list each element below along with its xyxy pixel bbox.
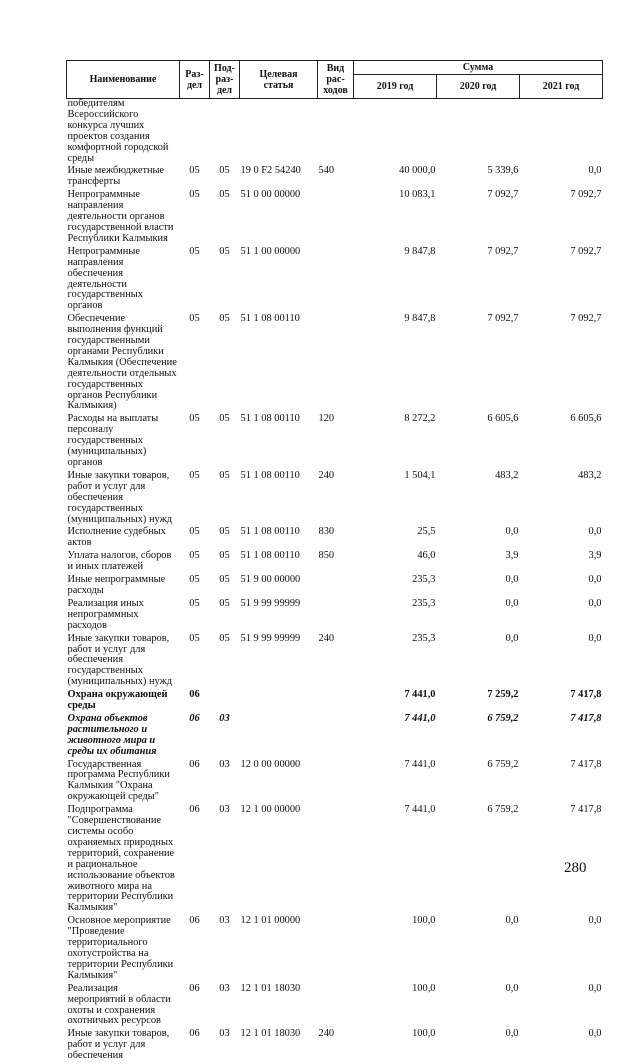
row-target: 12 1 00 00000	[240, 805, 318, 916]
row-podrazdel: 05	[210, 599, 240, 634]
row-2020: 483,2	[437, 471, 520, 528]
row-razdel: 05	[180, 599, 210, 634]
header-sum: Сумма	[354, 61, 603, 75]
row-2020: 6 759,2	[437, 805, 520, 916]
row-razdel: 05	[180, 471, 210, 528]
row-vid	[318, 247, 354, 314]
row-2019: 7 441,0	[354, 805, 437, 916]
row-name: Обеспечение выполнения функций государственными органами Республики Калмыкия (Обеспечение деятельности отдельных государственных органов Республики Калмыкия)	[67, 314, 180, 414]
table-row	[67, 575, 603, 599]
table-row	[67, 471, 603, 528]
row-razdel: 05	[180, 634, 210, 691]
row-name: Иные закупки товаров, работ и услуг для обеспечения государственных (муниципальных) нужд	[67, 634, 180, 691]
row-2021: 7 092,7	[520, 314, 603, 414]
row-vid: 830	[318, 527, 354, 551]
row-name: Иные непрограммные расходы	[67, 575, 180, 599]
row-target: 51 1 08 00110	[240, 527, 318, 551]
row-razdel: 05	[180, 166, 210, 190]
row-2020: 0,0	[437, 1029, 520, 1064]
table-row	[67, 414, 603, 471]
row-2021: 3,9	[520, 551, 603, 575]
row-2021: 7 092,7	[520, 190, 603, 247]
row-podrazdel: 05	[210, 551, 240, 575]
row-2020: 0,0	[437, 575, 520, 599]
table-header	[67, 61, 603, 99]
row-target: 51 1 08 00110	[240, 471, 318, 528]
row-podrazdel	[210, 99, 240, 167]
row-podrazdel: 03	[210, 760, 240, 806]
row-target: 12 1 01 18030	[240, 1029, 318, 1064]
row-2019: 9 847,8	[354, 314, 437, 414]
row-2019: 8 272,2	[354, 414, 437, 471]
row-target	[240, 690, 318, 714]
row-2020: 5 339,6	[437, 166, 520, 190]
row-name: Охрана окружающей среды	[67, 690, 180, 714]
row-name: Расходы на выплаты персоналу государственных (муниципальных) органов	[67, 414, 180, 471]
row-name: Основное мероприятие "Проведение территориального охотустройства на территории Республики Калмыкия"	[67, 916, 180, 983]
header-target: Целевая статья	[240, 61, 318, 99]
row-target	[240, 714, 318, 760]
table-row	[67, 599, 603, 634]
table-row	[67, 99, 603, 167]
row-2019: 100,0	[354, 984, 437, 1030]
row-podrazdel: 05	[210, 471, 240, 528]
row-podrazdel: 05	[210, 247, 240, 314]
row-name: Непрограммные направления деятельности органов государственной власти Республики Калмыкия	[67, 190, 180, 247]
row-podrazdel: 05	[210, 634, 240, 691]
row-vid	[318, 690, 354, 714]
row-2019	[354, 99, 437, 167]
row-podrazdel	[210, 690, 240, 714]
row-2019: 9 847,8	[354, 247, 437, 314]
row-name: Уплата налогов, сборов и иных платежей	[67, 551, 180, 575]
row-name: Непрограммные направления обеспечения деятельности государственных органов	[67, 247, 180, 314]
row-2019: 7 441,0	[354, 690, 437, 714]
table-row	[67, 527, 603, 551]
row-2019: 1 504,1	[354, 471, 437, 528]
row-2020: 0,0	[437, 527, 520, 551]
row-2019: 235,3	[354, 575, 437, 599]
row-target: 19 0 F2 54240	[240, 166, 318, 190]
row-podrazdel: 03	[210, 916, 240, 983]
row-name: Иные закупки товаров, работ и услуг для обеспечения государственных (муниципальных) нужд	[67, 471, 180, 528]
row-2020: 3,9	[437, 551, 520, 575]
row-razdel: 05	[180, 247, 210, 314]
row-razdel: 06	[180, 805, 210, 916]
table-row	[67, 916, 603, 983]
row-razdel: 05	[180, 575, 210, 599]
table-row	[67, 984, 603, 1030]
row-vid	[318, 805, 354, 916]
table-row	[67, 190, 603, 247]
row-2019: 10 083,1	[354, 190, 437, 247]
page-number: 280	[564, 860, 587, 877]
row-razdel: 05	[180, 190, 210, 247]
row-podrazdel: 03	[210, 805, 240, 916]
table-row	[67, 247, 603, 314]
row-podrazdel: 05	[210, 190, 240, 247]
row-vid	[318, 760, 354, 806]
table-row	[67, 714, 603, 760]
row-2021: 7 417,8	[520, 760, 603, 806]
row-target: 12 1 01 00000	[240, 916, 318, 983]
row-razdel: 05	[180, 527, 210, 551]
row-target: 12 0 00 00000	[240, 760, 318, 806]
row-2020: 7 092,7	[437, 314, 520, 414]
table-row	[67, 551, 603, 575]
row-vid: 120	[318, 414, 354, 471]
row-2019: 235,3	[354, 599, 437, 634]
row-2020	[437, 99, 520, 167]
row-2021: 7 417,8	[520, 714, 603, 760]
table-row	[67, 634, 603, 691]
row-target: 51 9 99 99999	[240, 634, 318, 691]
row-podrazdel: 03	[210, 1029, 240, 1064]
row-2021: 0,0	[520, 1029, 603, 1064]
row-podrazdel: 05	[210, 414, 240, 471]
row-target: 51 0 00 00000	[240, 190, 318, 247]
row-vid	[318, 714, 354, 760]
table-row	[67, 805, 603, 916]
row-2021: 0,0	[520, 575, 603, 599]
row-target: 51 1 00 00000	[240, 247, 318, 314]
table-row	[67, 166, 603, 190]
row-vid	[318, 99, 354, 167]
row-vid	[318, 984, 354, 1030]
row-vid	[318, 916, 354, 983]
row-2019: 46,0	[354, 551, 437, 575]
row-name: Охрана объектов растительного и животного мира и среды их обитания	[67, 714, 180, 760]
row-2020: 7 092,7	[437, 247, 520, 314]
row-2020: 7 259,2	[437, 690, 520, 714]
row-razdel: 06	[180, 690, 210, 714]
row-2019: 7 441,0	[354, 714, 437, 760]
table-row	[67, 690, 603, 714]
row-razdel: 06	[180, 760, 210, 806]
row-target: 51 1 08 00110	[240, 551, 318, 575]
table-row	[67, 314, 603, 414]
row-razdel: 06	[180, 916, 210, 983]
row-razdel: 05	[180, 414, 210, 471]
row-vid: 240	[318, 471, 354, 528]
row-name: Подпрограмма "Совершенствование системы особо охраняемых природных территорий, сохранение и рациональное использование объектов животного мира на территории Республики Калмыкия"	[67, 805, 180, 916]
row-2020: 0,0	[437, 916, 520, 983]
row-name: Исполнение судебных актов	[67, 527, 180, 551]
row-razdel: 06	[180, 714, 210, 760]
row-vid: 850	[318, 551, 354, 575]
budget-table	[66, 60, 603, 1064]
row-2019: 100,0	[354, 916, 437, 983]
row-2019: 7 441,0	[354, 760, 437, 806]
row-razdel: 06	[180, 1029, 210, 1064]
row-2020: 7 092,7	[437, 190, 520, 247]
row-vid: 540	[318, 166, 354, 190]
row-vid	[318, 314, 354, 414]
row-2019: 40 000,0	[354, 166, 437, 190]
row-2019: 25,5	[354, 527, 437, 551]
row-2019: 100,0	[354, 1029, 437, 1064]
row-name: Реализация мероприятий в области охоты и сохранения охотничьих ресурсов	[67, 984, 180, 1030]
row-2021: 6 605,6	[520, 414, 603, 471]
row-name: Иные межбюджетные трансферты	[67, 166, 180, 190]
row-2021: 0,0	[520, 527, 603, 551]
row-2021: 7 417,8	[520, 690, 603, 714]
row-2020: 0,0	[437, 634, 520, 691]
row-2021: 0,0	[520, 166, 603, 190]
row-podrazdel: 05	[210, 314, 240, 414]
header-vid: Вид рас- ходов	[318, 61, 354, 99]
header-2021: 2021 год	[520, 75, 603, 99]
row-target: 51 9 99 99999	[240, 599, 318, 634]
row-2020: 0,0	[437, 984, 520, 1030]
row-name: Иные закупки товаров, работ и услуг для обеспечения	[67, 1029, 180, 1064]
row-target: 51 9 00 00000	[240, 575, 318, 599]
row-2021	[520, 99, 603, 167]
row-podrazdel: 05	[210, 575, 240, 599]
header-2020: 2020 год	[437, 75, 520, 99]
row-2020: 6 759,2	[437, 714, 520, 760]
row-razdel: 06	[180, 984, 210, 1030]
table-row	[67, 1029, 603, 1064]
header-razdel: Раз- дел	[180, 61, 210, 99]
row-target: 12 1 01 18030	[240, 984, 318, 1030]
row-podrazdel: 03	[210, 984, 240, 1030]
row-2020: 6 759,2	[437, 760, 520, 806]
row-2021: 7 417,8	[520, 805, 603, 916]
header-2019: 2019 год	[354, 75, 437, 99]
row-podrazdel: 05	[210, 527, 240, 551]
table-row	[67, 760, 603, 806]
row-name: Реализация иных непрограммных расходов	[67, 599, 180, 634]
row-podrazdel: 03	[210, 714, 240, 760]
row-2021: 483,2	[520, 471, 603, 528]
row-vid: 240	[318, 634, 354, 691]
row-target: 51 1 08 00110	[240, 414, 318, 471]
row-2019: 235,3	[354, 634, 437, 691]
row-2021: 0,0	[520, 599, 603, 634]
row-target: 51 1 08 00110	[240, 314, 318, 414]
row-2020: 6 605,6	[437, 414, 520, 471]
row-name: Государственная программа Республики Калмыкия "Охрана окружающей среды"	[67, 760, 180, 806]
row-2021: 0,0	[520, 984, 603, 1030]
row-vid	[318, 575, 354, 599]
row-vid: 240	[318, 1029, 354, 1064]
row-razdel: 05	[180, 551, 210, 575]
row-target	[240, 99, 318, 167]
header-podrazdel: Под- раз- дел	[210, 61, 240, 99]
table-body	[67, 99, 603, 1064]
row-vid	[318, 599, 354, 634]
row-razdel	[180, 99, 210, 167]
row-vid	[318, 190, 354, 247]
row-2021: 0,0	[520, 634, 603, 691]
row-2021: 7 092,7	[520, 247, 603, 314]
row-podrazdel: 05	[210, 166, 240, 190]
header-name: Наименование	[67, 61, 180, 99]
row-2020: 0,0	[437, 599, 520, 634]
row-razdel: 05	[180, 314, 210, 414]
row-name: победителям Всероссийского конкурса лучших проектов создания комфортной городской среды	[67, 99, 180, 167]
row-2021: 0,0	[520, 916, 603, 983]
